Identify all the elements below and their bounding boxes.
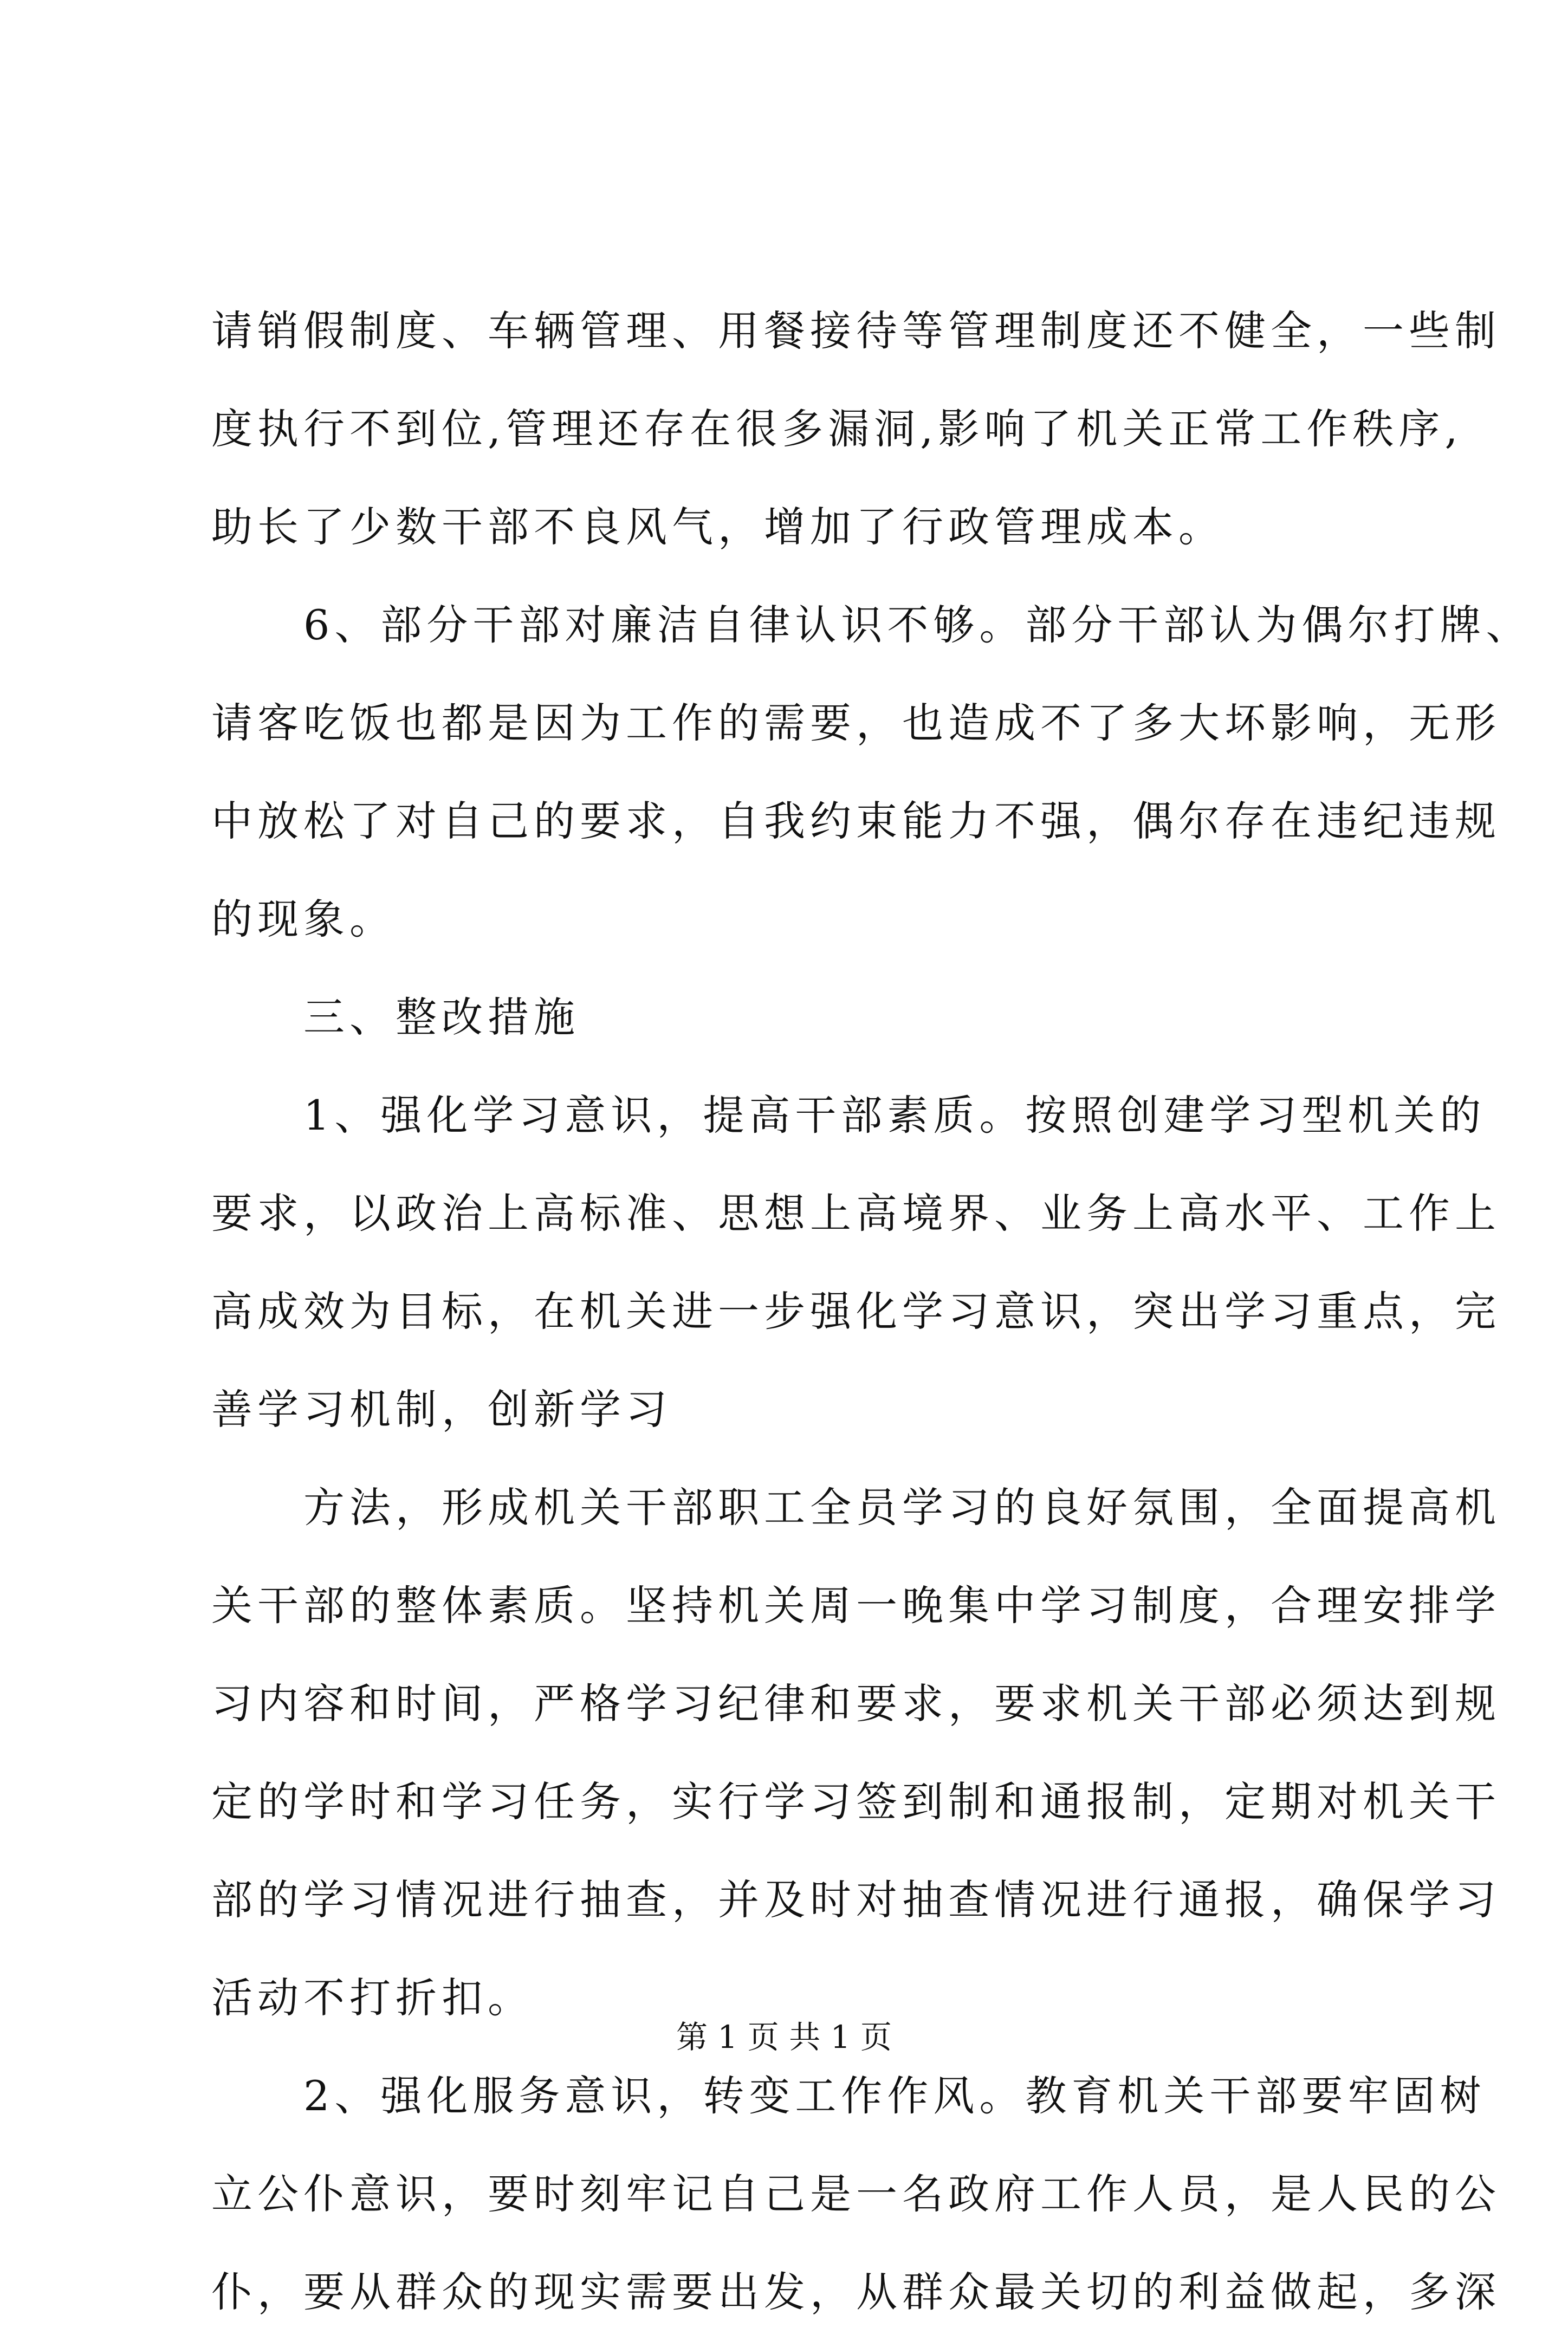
text-line: 中放松了对自己的要求，自我约束能力不强，偶尔存在违纪违规 (211, 797, 1501, 845)
text-line: 立公仆意识，要时刻牢记自己是一名政府工作人员，是人民的公 (211, 2170, 1501, 2218)
text-line: 关干部的整体素质。坚持机关周一晚集中学习制度，合理安排学 (211, 1581, 1501, 1630)
section-heading: 三、整改措施 (303, 993, 580, 1041)
text-line: 方法，形成机关干部职工全员学习的良好氛围，全面提高机 (303, 1483, 1501, 1532)
text-line: 的现象。 (211, 895, 396, 943)
text-line: 请客吃饭也都是因为工作的需要，也造成不了多大坏影响，无形 (211, 699, 1501, 747)
text-line: 6、部分干部对廉洁自律认识不够。部分干部认为偶尔打牌、 (303, 601, 1532, 649)
text-line: 度执行不到位,管理还存在很多漏洞,影响了机关正常工作秩序, (211, 405, 1463, 453)
page-footer (0, 2015, 1568, 2059)
text-line: 高成效为目标，在机关进一步强化学习意识，突出学习重点，完 (211, 1287, 1501, 1335)
text-line: 请销假制度、车辆管理、用餐接待等管理制度还不健全，一些制 (211, 307, 1501, 355)
text-line: 善学习机制，创新学习 (211, 1385, 672, 1434)
text-line: 1、强化学习意识，提高干部素质。按照创建学习型机关的 (303, 1091, 1486, 1139)
text-line: 2、强化服务意识，转变工作作风。教育机关干部要牢固树 (303, 2072, 1486, 2120)
text-line: 习内容和时间，严格学习纪律和要求，要求机关干部必须达到规 (211, 1679, 1501, 1728)
text-line: 活动不打折扣。 (211, 1974, 534, 2022)
text-line: 要求，以政治上高标准、思想上高境界、业务上高水平、工作上 (211, 1189, 1501, 1237)
page-number-label: 第 1 页 共 1 页 (676, 2019, 892, 2055)
text-line: 定的学时和学习任务，实行学习签到制和通报制，定期对机关干 (211, 1778, 1501, 1826)
text-line: 助长了少数干部不良风气，增加了行政管理成本。 (211, 503, 1224, 551)
text-line: 仆，要从群众的现实需要出发，从群众最关切的利益做起，多深 (211, 2268, 1501, 2316)
text-line: 部的学习情况进行抽查，并及时对抽查情况进行通报，确保学习 (211, 1876, 1501, 1924)
